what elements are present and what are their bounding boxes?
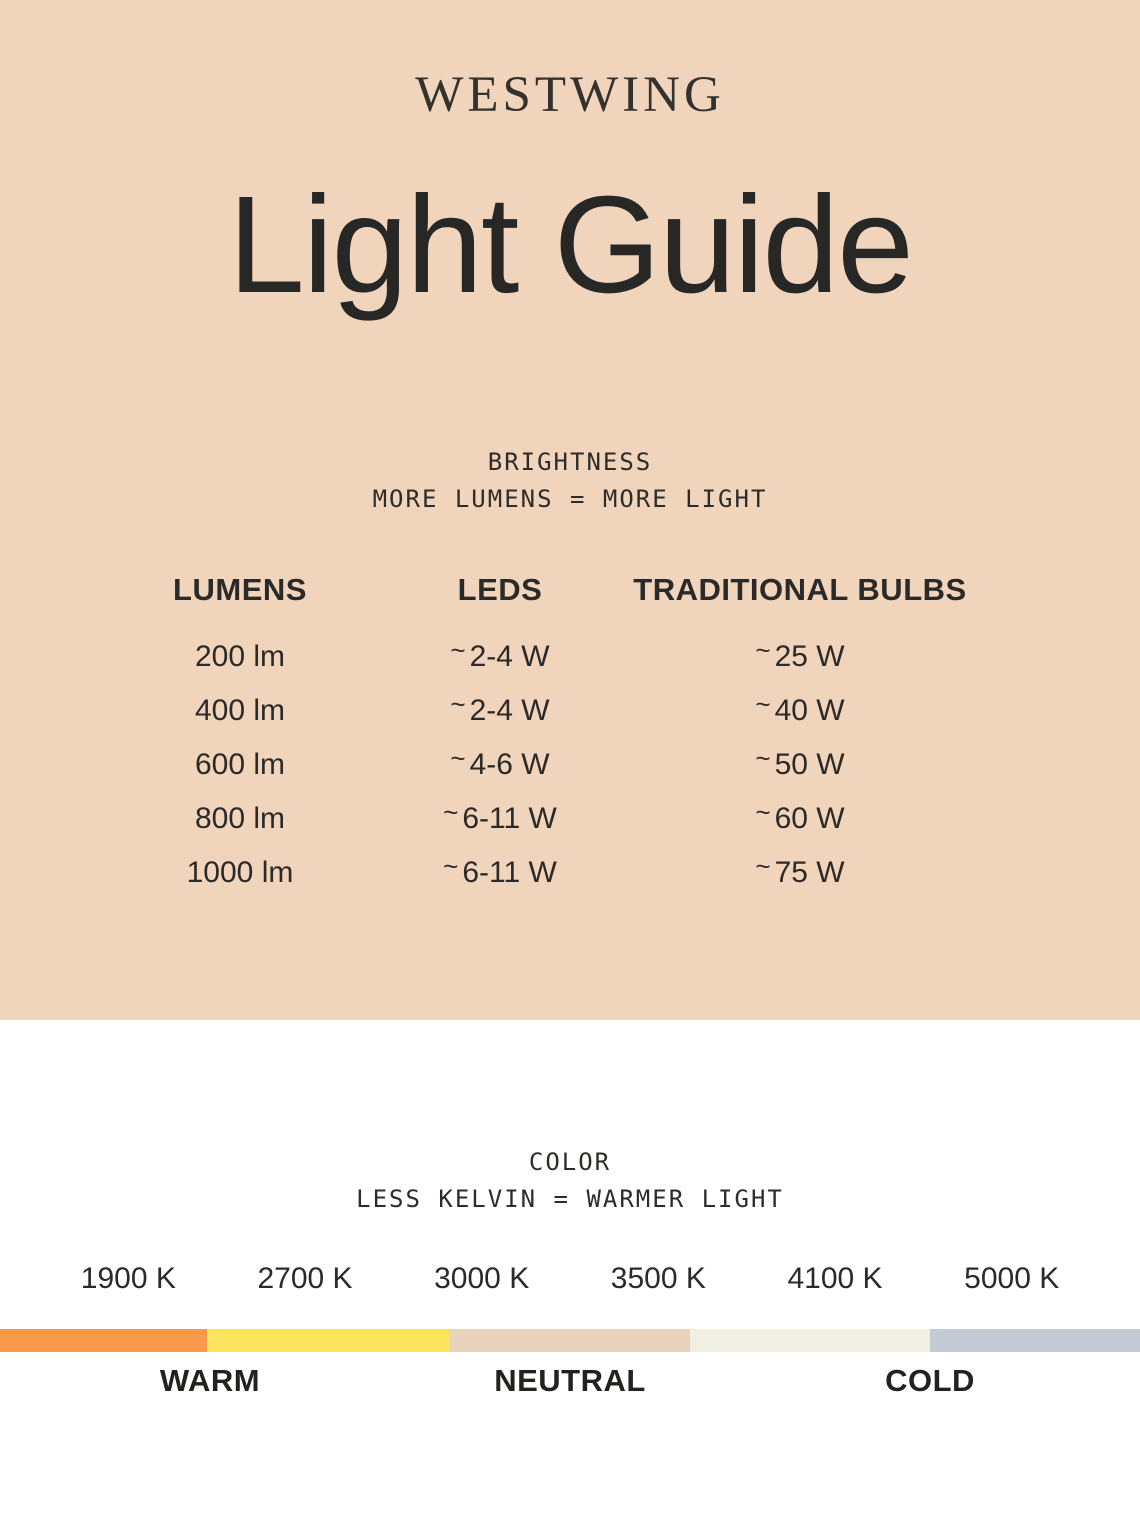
approx-symbol: ~ [755, 797, 771, 827]
led-watt-value [375, 743, 625, 782]
bulb-watt-text: 50 W [774, 748, 845, 781]
brand-logo: WESTWING [415, 67, 725, 123]
column-header-lumens: LUMENS [173, 572, 307, 607]
brightness-table-header [105, 572, 975, 608]
column-header-traditional-bulbs: TRADITIONAL BULBS [633, 572, 967, 607]
kelvin-label: 3000 K [434, 1262, 530, 1295]
table-row [105, 738, 975, 792]
bulb-watt-value [625, 797, 975, 836]
zone-label-neutral: NEUTRAL [494, 1363, 646, 1398]
led-watt-value [375, 851, 625, 890]
table-row [105, 792, 975, 846]
kelvin-label: 1900 K [80, 1262, 176, 1295]
color-subheading: LESS KELVIN = WARMER LIGHT [356, 1185, 784, 1213]
kelvin-label: 2700 K [257, 1262, 353, 1295]
approx-symbol: ~ [755, 689, 771, 719]
column-header-leds: LEDS [457, 572, 543, 607]
led-watt-text: 4-6 W [469, 748, 550, 781]
approx-symbol: ~ [443, 851, 459, 881]
scale-segment-cold-bluegray [930, 1329, 1140, 1352]
led-watt-text: 6-11 W [462, 856, 557, 889]
led-watt-value [375, 635, 625, 674]
kelvin-label: 3500 K [610, 1262, 706, 1295]
led-watt-value [375, 689, 625, 728]
scale-segment-warm-orange [0, 1329, 207, 1352]
zone-label-cold: COLD [885, 1363, 975, 1398]
lumens-value: 200 lm [194, 640, 286, 673]
scale-segment-warm-yellow [207, 1329, 449, 1352]
table-row [105, 630, 975, 684]
zone-label-warm: WARM [159, 1363, 261, 1398]
bulb-watt-value [625, 689, 975, 728]
table-row [105, 846, 975, 900]
led-watt-value [375, 797, 625, 836]
bulb-watt-value [625, 743, 975, 782]
lumens-value: 800 lm [194, 802, 286, 835]
color-heading-block [0, 1144, 1140, 1218]
brightness-table [105, 572, 975, 900]
brightness-subheading: MORE LUMENS = MORE LIGHT [372, 485, 768, 513]
bulb-watt-text: 40 W [774, 694, 845, 727]
brightness-heading: BRIGHTNESS [487, 448, 653, 476]
table-row [105, 684, 975, 738]
color-panel [0, 1020, 1140, 1520]
led-watt-text: 2-4 W [469, 694, 550, 727]
approx-symbol: ~ [443, 797, 459, 827]
temperature-zone-labels [30, 1363, 1110, 1399]
led-watt-text: 6-11 W [462, 802, 557, 835]
brightness-heading-block [0, 444, 1140, 518]
kelvin-label: 4100 K [787, 1262, 883, 1295]
scale-segment-neutral-cream [690, 1329, 931, 1352]
approx-symbol: ~ [450, 635, 466, 665]
color-heading: COLOR [528, 1148, 612, 1176]
approx-symbol: ~ [755, 743, 771, 773]
color-temperature-scale-bar [0, 1329, 1140, 1352]
led-watt-text: 2-4 W [469, 640, 550, 673]
bulb-watt-text: 75 W [774, 856, 845, 889]
bulb-watt-value [625, 635, 975, 674]
lumens-value: 600 lm [194, 748, 286, 781]
page-title: Light Guide [228, 168, 912, 322]
approx-symbol: ~ [755, 635, 771, 665]
bulb-watt-value [625, 851, 975, 890]
bulb-watt-text: 60 W [774, 802, 845, 835]
scale-segment-neutral-tan [449, 1329, 690, 1352]
kelvin-labels-row [40, 1262, 1100, 1296]
lumens-value: 400 lm [194, 694, 286, 727]
approx-symbol: ~ [450, 689, 466, 719]
approx-symbol: ~ [755, 851, 771, 881]
bulb-watt-text: 25 W [774, 640, 845, 673]
kelvin-label: 5000 K [964, 1262, 1060, 1295]
lumens-value: 1000 lm [186, 856, 294, 889]
approx-symbol: ~ [450, 743, 466, 773]
